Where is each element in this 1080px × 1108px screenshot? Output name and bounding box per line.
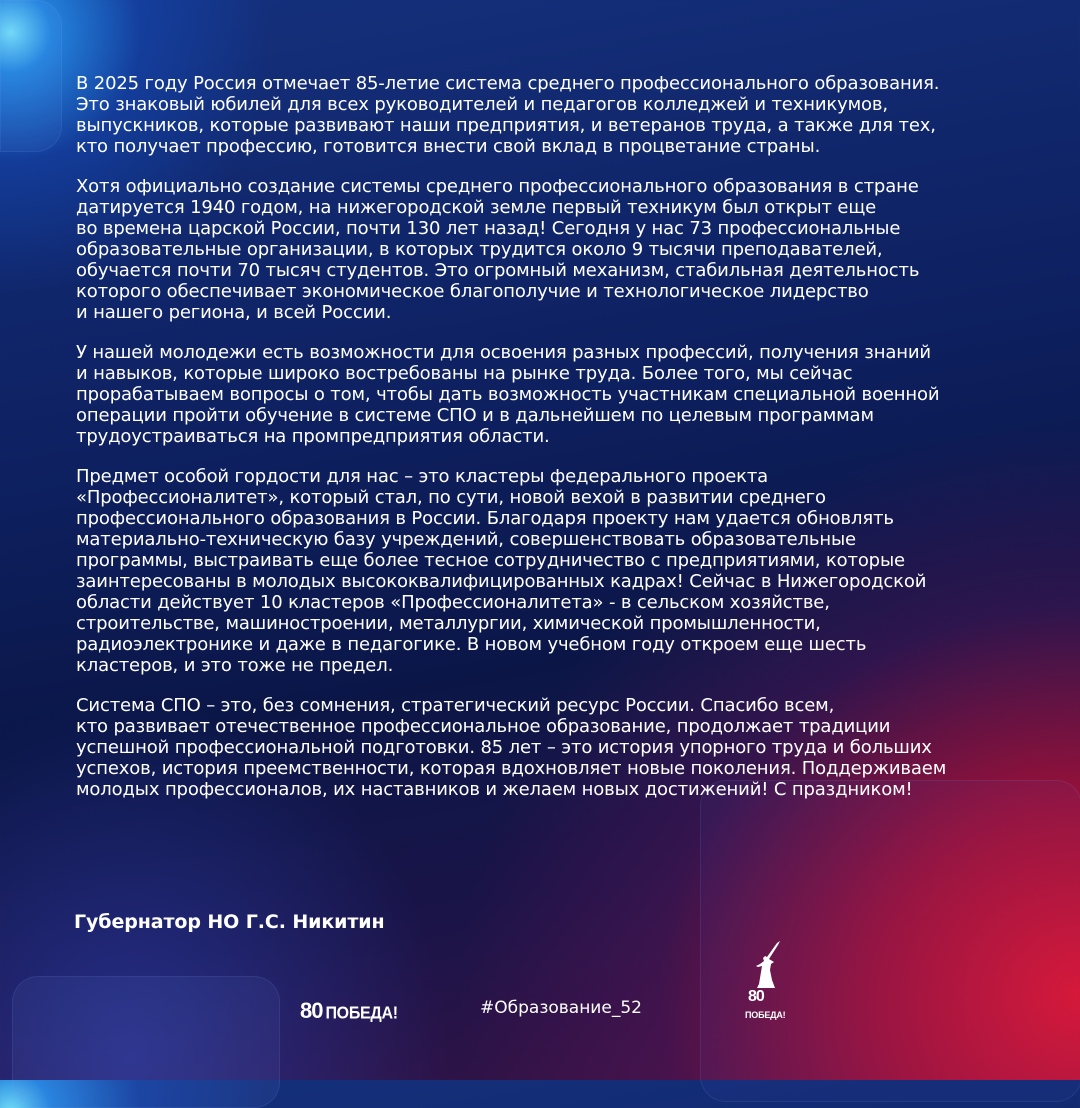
paragraph-1: В 2025 году Россия отмечает 85-летие система среднего профессионального образования. Это знаковый юбилей для всех руководителей и педагогов колледжей и техникумов, выпускников, которые развивают наши предприятия, и ветеранов труда, а также для тех, кто получает профессию, готовится внести свой вклад в процветание страны. xyxy=(76,73,940,157)
decorative-glass-panel-top xyxy=(0,0,62,152)
logo-number: 80 xyxy=(300,998,323,1023)
decorative-glass-panel-left xyxy=(12,976,280,1108)
paragraph-3: У нашей молодежи есть возможности для освоения разных профессий, получения знаний и навыков, которые широко востребованы на рынке труда. Более того, мы сейчас прорабатываем вопросы о том, чтобы дать возможность участникам специальной военной операции пройти обучение в системе СПО и в дальнейшем по целевым программам трудоустраиваться на промпредприятия области. xyxy=(76,342,940,447)
paragraph-2: Хотя официально создание системы среднего профессионального образования в стране датируется 1940 годом, на нижегородской земле первый техникум был открыт еще во времена царской России, почти 130 лет назад! Сегодня у нас 73 профессиональные образовательные организации, в которых трудится около 9 тысячи преподавателей, обучается почти 70 тысяч студентов. Это огромный механизм, стабильная деятельность которого обеспечивает экономическое благополучие и технологическое лидерство и нашего региона, и всей России. xyxy=(76,176,920,323)
paragraph-4: Предмет особой гордости для нас – это кластеры федерального проекта «Профессионалитет», который стал, по сути, новой вехой в развитии среднего профессионального образования в России. Благодаря проекту нам удается обновлять материально-техническую базу учреждений, совершенствовать образовательные программы, выстраивать еще более тесное сотрудничество с предприятиями, которые заинтересованы в молодых высококвалифицированных кадрах! Сейчас в Нижегородской области действует 10 кластеров «Профессионалитета» - в сельском хозяйстве, строительстве, машиностроении, металлургии, химической промышленности, радиоэлектронике и даже в педагогике. В новом учебном году откроем еще шесть кластеров, и это тоже не предел. xyxy=(76,466,927,676)
emblem-word: ПОБЕДА! xyxy=(745,1010,786,1020)
motherland-calls-monument-icon xyxy=(750,940,786,990)
signature: Губернатор НО Г.С. Никитин xyxy=(74,911,385,933)
hashtag: #Образование_52 xyxy=(480,998,642,1018)
logo-word: ПОБЕДА! xyxy=(325,1004,398,1023)
victory-80-logo xyxy=(300,998,398,1024)
message-body xyxy=(76,73,1016,819)
victory-emblem xyxy=(744,940,792,1024)
paragraph-5: Система СПО – это, без сомнения, стратегический ресурс России. Спасибо всем, кто развивает отечественное профессиональное образование, продолжает традиции успешной профессиональной подготовки. 85 лет – это история упорного труда и больших успехов, история преемственности, которая вдохновляет новые поколения. Поддерживаем молодых профессионалов, их наставников и желаем новых достижений! С праздником! xyxy=(76,695,947,800)
emblem-number: 80 xyxy=(748,988,764,1005)
